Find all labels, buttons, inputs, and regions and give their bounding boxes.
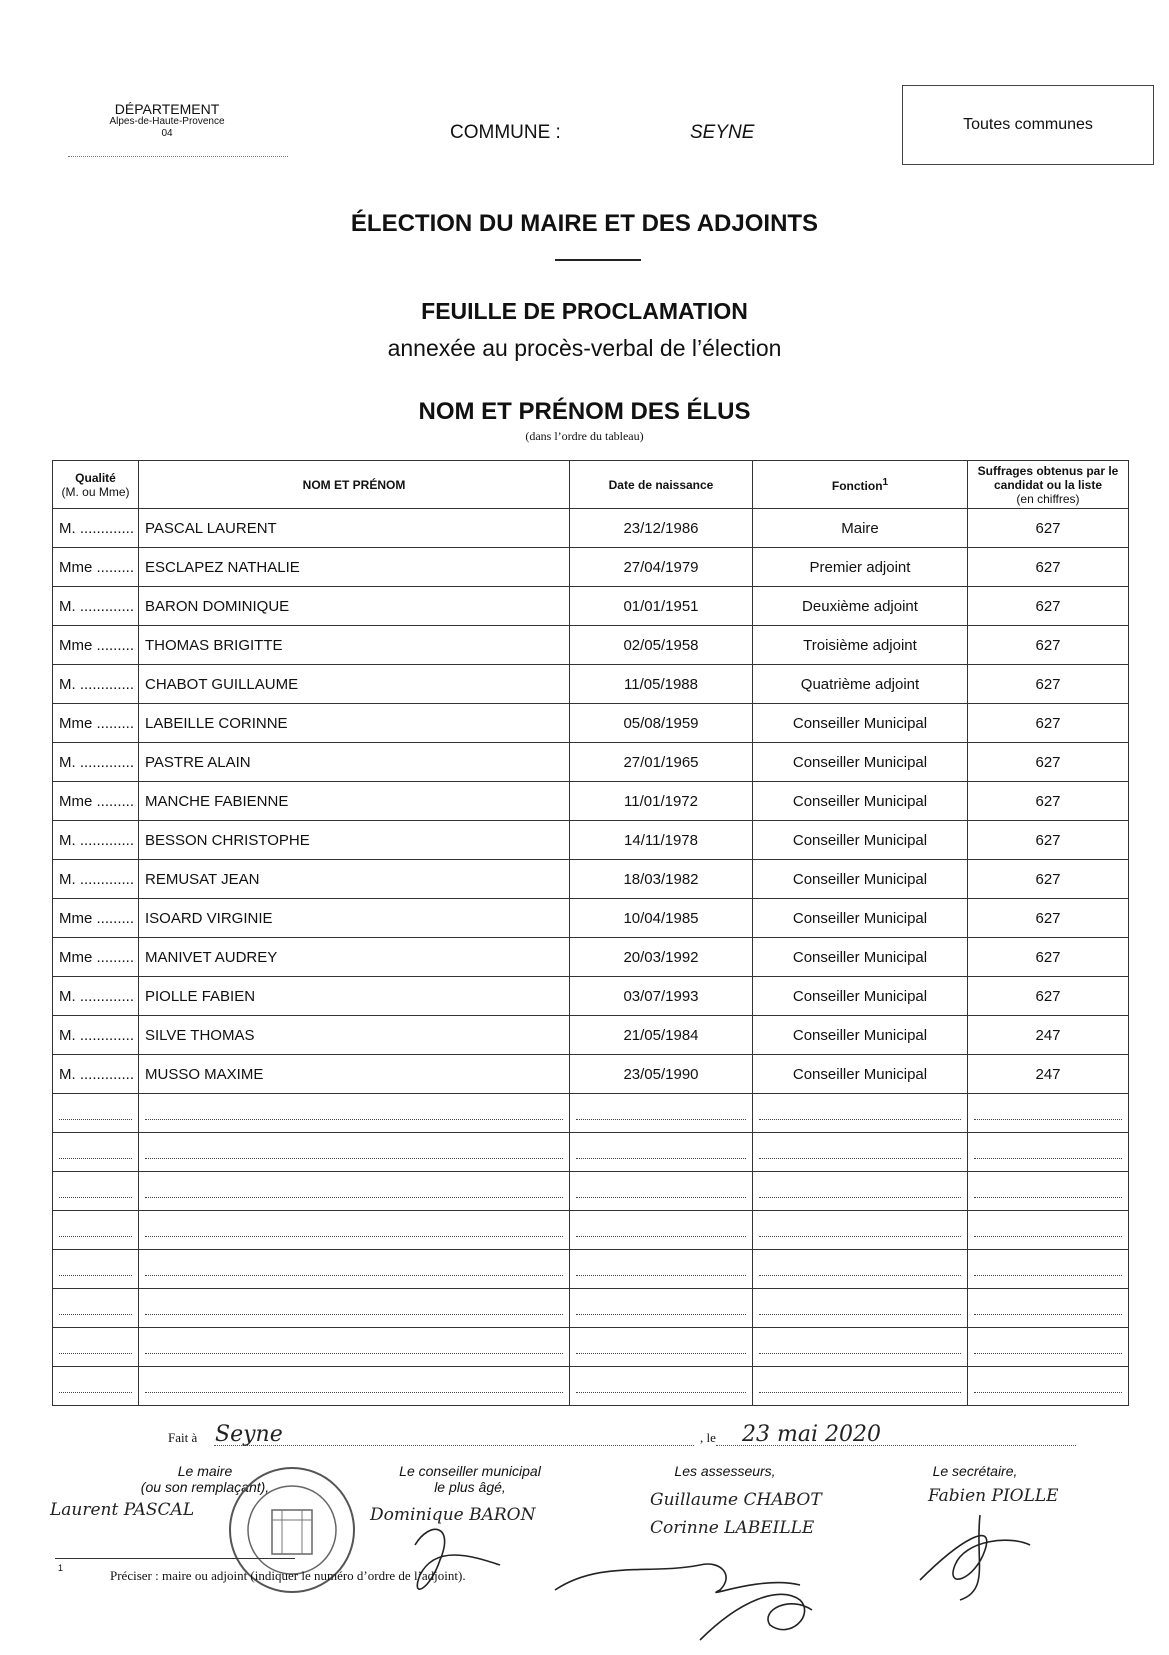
cell-date: 20/03/1992 [570, 938, 753, 977]
cell-nom: THOMAS BRIGITTE [139, 626, 570, 665]
cell-suffrages: 627 [968, 743, 1129, 782]
cell-nom: BARON DOMINIQUE [139, 587, 570, 626]
cell-nom: MANCHE FABIENNE [139, 782, 570, 821]
cell-fonction: Maire [753, 509, 968, 548]
cell-suffrages: 627 [968, 548, 1129, 587]
cell-fonction: Conseiller Municipal [753, 938, 968, 977]
header-suffrages-label: Suffrages obtenus par le candidat ou la liste [977, 463, 1119, 492]
cell-date: 02/05/1958 [570, 626, 753, 665]
header-date: Date de naissance [570, 461, 753, 509]
assessor1-handwritten-name: Guillaume CHABOT [650, 1490, 822, 1510]
cell-date: 27/04/1979 [570, 548, 753, 587]
cell-date: 01/01/1951 [570, 587, 753, 626]
cell-fonction: Quatrième adjoint [753, 665, 968, 704]
cell-suffrages: 627 [968, 899, 1129, 938]
cell-qualite: Mme ......... [53, 899, 139, 938]
cell-nom: SILVE THOMAS [139, 1016, 570, 1055]
cell-qualite: M. ............. [53, 977, 139, 1016]
cell-qualite: M. ............. [53, 665, 139, 704]
cell-nom: CHABOT GUILLAUME [139, 665, 570, 704]
cell-suffrages: 247 [968, 1016, 1129, 1055]
cell-qualite: Mme ......... [53, 704, 139, 743]
cell-nom: MANIVET AUDREY [139, 938, 570, 977]
cell-date: 21/05/1984 [570, 1016, 753, 1055]
header-nom: NOM ET PRÉNOM [139, 461, 570, 509]
cell-date: 23/12/1986 [570, 509, 753, 548]
cell-date: 23/05/1990 [570, 1055, 753, 1094]
cell-nom: PIOLLE FABIEN [139, 977, 570, 1016]
cell-qualite: M. ............. [53, 1055, 139, 1094]
cell-suffrages: 627 [968, 587, 1129, 626]
cell-date: 03/07/1993 [570, 977, 753, 1016]
cell-qualite: Mme ......... [53, 782, 139, 821]
cell-nom: MUSSO MAXIME [139, 1055, 570, 1094]
signatory-mayor-label-1: Le maire [177, 1463, 233, 1479]
annex-line: annexée au procès-verbal de l’élection [387, 335, 782, 361]
header-fonction-label: Fonction [831, 479, 883, 493]
cell-nom: PASCAL LAURENT [139, 509, 570, 548]
cell-nom: LABEILLE CORINNE [139, 704, 570, 743]
cell-nom: ESCLAPEZ NATHALIE [139, 548, 570, 587]
cell-fonction: Conseiller Municipal [753, 860, 968, 899]
cell-suffrages: 627 [968, 704, 1129, 743]
cell-suffrages: 627 [968, 977, 1129, 1016]
cell-date: 27/01/1965 [570, 743, 753, 782]
cell-fonction: Conseiller Municipal [753, 1055, 968, 1094]
commune-label: COMMUNE : [450, 122, 561, 143]
cell-nom: REMUSAT JEAN [139, 860, 570, 899]
cell-date: 14/11/1978 [570, 821, 753, 860]
all-communes-box: Toutes communes [902, 85, 1154, 165]
cell-qualite: M. ............. [53, 587, 139, 626]
cell-date: 10/04/1985 [570, 899, 753, 938]
secretary-signature-scribble [920, 1515, 1030, 1600]
cell-qualite: M. ............. [53, 743, 139, 782]
mayor-handwritten-name: Laurent PASCAL [50, 1500, 195, 1520]
signatory-secretary-label-1: Le secrétaire, [932, 1463, 1018, 1479]
signature-scribbles [415, 1515, 1030, 1640]
eldest-handwritten-name: Dominique BARON [370, 1505, 536, 1525]
cell-date: 18/03/1982 [570, 860, 753, 899]
cell-nom: BESSON CHRISTOPHE [139, 821, 570, 860]
fait-label: Fait à [168, 1430, 198, 1445]
fait-place-handwritten: Seyne [215, 1422, 283, 1447]
cell-date: 05/08/1959 [570, 704, 753, 743]
cell-suffrages: 627 [968, 626, 1129, 665]
cell-fonction: Conseiller Municipal [753, 899, 968, 938]
cell-fonction: Deuxième adjoint [753, 587, 968, 626]
cell-date: 11/01/1972 [570, 782, 753, 821]
cell-qualite: M. ............. [53, 860, 139, 899]
cell-qualite: Mme ......... [53, 548, 139, 587]
footnote-number: 1 [58, 1563, 64, 1573]
header-qualite-sub: (M. ou Mme) [61, 484, 130, 499]
cell-fonction: Troisième adjoint [753, 626, 968, 665]
cell-fonction: Premier adjoint [753, 548, 968, 587]
page-subtitle: FEUILLE DE PROCLAMATION [421, 298, 748, 324]
cell-fonction: Conseiller Municipal [753, 704, 968, 743]
cell-nom: PASTRE ALAIN [139, 743, 570, 782]
date-handwritten: 23 mai 2020 [742, 1422, 881, 1447]
cell-qualite: M. ............. [53, 821, 139, 860]
secretary-handwritten-name: Fabien PIOLLE [928, 1486, 1059, 1506]
cell-qualite: Mme ......... [53, 938, 139, 977]
header-qualite-label: Qualité [75, 470, 116, 485]
department-code: 04 [161, 128, 173, 139]
signatory-mayor-label-2: (ou son remplaçant), [140, 1479, 270, 1495]
cell-fonction: Conseiller Municipal [753, 1016, 968, 1055]
department-label: DÉPARTEMENT [114, 101, 220, 117]
cell-nom: ISOARD VIRGINIE [139, 899, 570, 938]
elected-section-title: NOM ET PRÉNOM DES ÉLUS [418, 398, 751, 425]
cell-suffrages: 627 [968, 821, 1129, 860]
cell-qualite: M. ............. [53, 1016, 139, 1055]
signatory-assessors-label-1: Les assesseurs, [674, 1463, 776, 1479]
cell-date: 11/05/1988 [570, 665, 753, 704]
cell-suffrages: 627 [968, 509, 1129, 548]
signatory-eldest-label-1: Le conseiller municipal [399, 1463, 541, 1479]
cell-suffrages: 627 [968, 665, 1129, 704]
commune-name: SEYNE [690, 122, 755, 143]
cell-suffrages: 247 [968, 1055, 1129, 1094]
elected-section-subtitle: (dans l’ordre du tableau) [525, 429, 644, 443]
assessor-signature-scribble-1 [555, 1564, 800, 1592]
cell-fonction: Conseiller Municipal [753, 821, 968, 860]
cell-suffrages: 627 [968, 782, 1129, 821]
cell-suffrages: 627 [968, 860, 1129, 899]
footnote-text: Préciser : maire ou adjoint (indiquer le numéro d’ordre de l’adjoint). [110, 1568, 466, 1583]
cell-fonction: Conseiller Municipal [753, 977, 968, 1016]
cell-fonction: Conseiller Municipal [753, 782, 968, 821]
signatory-eldest-label-2: le plus âgé, [434, 1479, 506, 1495]
footnote-rule [55, 1558, 295, 1559]
header-suffrages-sub: (en chiffres) [1016, 491, 1080, 506]
cell-fonction: Conseiller Municipal [753, 743, 968, 782]
header-fonction-note: 1 [882, 477, 889, 488]
cell-qualite: Mme ......... [53, 626, 139, 665]
assessor-signature-scribble-2 [700, 1594, 812, 1640]
department-name: Alpes-de-Haute-Provence [109, 116, 225, 127]
assessor2-handwritten-name: Corinne LABEILLE [650, 1518, 815, 1538]
page-title: ÉLECTION DU MAIRE ET DES ADJOINTS [350, 210, 819, 237]
cell-qualite: M. ............. [53, 509, 139, 548]
date-label: , le [700, 1430, 716, 1445]
cell-suffrages: 627 [968, 938, 1129, 977]
